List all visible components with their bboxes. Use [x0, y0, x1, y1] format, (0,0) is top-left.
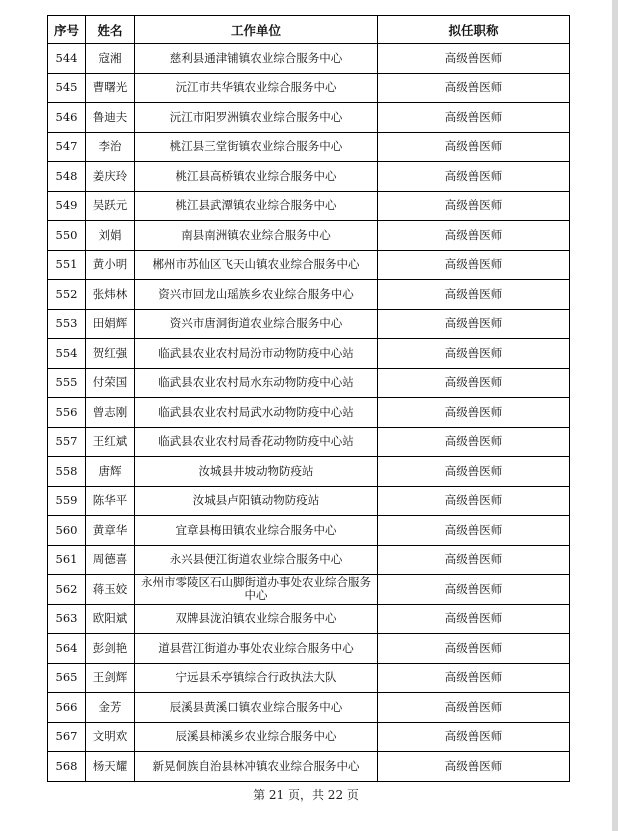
table-row: [48, 44, 570, 74]
cell-name: 曹曙光: [86, 73, 135, 103]
cell-proposed-title: 高级兽医师: [378, 663, 570, 693]
cell-serial: 544: [48, 44, 86, 74]
cell-serial: 545: [48, 73, 86, 103]
table-header-row: [48, 16, 570, 44]
cell-serial: 550: [48, 221, 86, 251]
cell-proposed-title: 高级兽医师: [378, 457, 570, 487]
cell-name: 寇湘: [86, 44, 135, 74]
cell-work-unit: 新晃侗族自治县林冲镇农业综合服务中心: [135, 752, 378, 782]
cell-proposed-title: 高级兽医师: [378, 516, 570, 546]
cell-work-unit: 双牌县泷泊镇农业综合服务中心: [135, 604, 378, 634]
roster-table: [47, 15, 570, 782]
cell-work-unit: 永州市零陵区石山脚街道办事处农业综合服务中心: [135, 575, 378, 605]
cell-serial: 552: [48, 280, 86, 310]
page-number-footer: 第 21 页，共 22 页: [253, 788, 359, 802]
cell-serial: 553: [48, 309, 86, 339]
cell-proposed-title: 高级兽医师: [378, 368, 570, 398]
table-row: [48, 309, 570, 339]
cell-work-unit: 辰溪县柿溪乡农业综合服务中心: [135, 722, 378, 752]
cell-serial: 548: [48, 162, 86, 192]
cell-proposed-title: 高级兽医师: [378, 427, 570, 457]
cell-proposed-title: 高级兽医师: [378, 162, 570, 192]
cell-proposed-title: 高级兽医师: [378, 280, 570, 310]
cell-serial: 551: [48, 250, 86, 280]
cell-name: 姜庆玲: [86, 162, 135, 192]
cell-name: 周德喜: [86, 545, 135, 575]
cell-serial: 565: [48, 663, 86, 693]
viewer-edge: [612, 0, 618, 831]
cell-work-unit: 临武县农业农村局武水动物防疫中心站: [135, 398, 378, 428]
cell-proposed-title: 高级兽医师: [378, 250, 570, 280]
table-row: [48, 427, 570, 457]
cell-serial: 566: [48, 693, 86, 723]
cell-name: 杨天耀: [86, 752, 135, 782]
cell-work-unit: 桃江县三堂街镇农业综合服务中心: [135, 132, 378, 162]
table-row: [48, 545, 570, 575]
table-row: [48, 722, 570, 752]
cell-name: 唐辉: [86, 457, 135, 487]
cell-work-unit: 临武县农业农村局汾市动物防疫中心站: [135, 339, 378, 369]
table-row: [48, 634, 570, 664]
cell-name: 王红斌: [86, 427, 135, 457]
cell-work-unit: 资兴市唐洞街道农业综合服务中心: [135, 309, 378, 339]
cell-serial: 568: [48, 752, 86, 782]
cell-proposed-title: 高级兽医师: [378, 73, 570, 103]
cell-proposed-title: 高级兽医师: [378, 103, 570, 133]
table-row: [48, 516, 570, 546]
cell-name: 付荣国: [86, 368, 135, 398]
cell-name: 张炜林: [86, 280, 135, 310]
cell-name: 陈华平: [86, 486, 135, 516]
cell-serial: 546: [48, 103, 86, 133]
cell-serial: 560: [48, 516, 86, 546]
table-row: [48, 604, 570, 634]
cell-name: 李治: [86, 132, 135, 162]
cell-serial: 561: [48, 545, 86, 575]
cell-work-unit: 沅江市阳罗洲镇农业综合服务中心: [135, 103, 378, 133]
table-body: [48, 44, 570, 782]
header-name: 姓名: [86, 16, 135, 44]
table-row: [48, 486, 570, 516]
cell-serial: 558: [48, 457, 86, 487]
cell-proposed-title: 高级兽医师: [378, 132, 570, 162]
cell-serial: 555: [48, 368, 86, 398]
cell-work-unit: 道县营江街道办事处农业综合服务中心: [135, 634, 378, 664]
cell-serial: 556: [48, 398, 86, 428]
cell-proposed-title: 高级兽医师: [378, 309, 570, 339]
cell-work-unit: 沅江市共华镇农业综合服务中心: [135, 73, 378, 103]
cell-work-unit: 辰溪县黄溪口镇农业综合服务中心: [135, 693, 378, 723]
cell-work-unit: 临武县农业农村局水东动物防疫中心站: [135, 368, 378, 398]
cell-work-unit: 宁远县禾亭镇综合行政执法大队: [135, 663, 378, 693]
table-row: [48, 280, 570, 310]
cell-name: 王剑辉: [86, 663, 135, 693]
table-row: [48, 398, 570, 428]
cell-proposed-title: 高级兽医师: [378, 191, 570, 221]
cell-work-unit: 郴州市苏仙区飞天山镇农业综合服务中心: [135, 250, 378, 280]
cell-proposed-title: 高级兽医师: [378, 398, 570, 428]
table-row: [48, 368, 570, 398]
cell-work-unit: 南县南洲镇农业综合服务中心: [135, 221, 378, 251]
table-row: [48, 73, 570, 103]
cell-work-unit: 临武县农业农村局香花动物防疫中心站: [135, 427, 378, 457]
cell-name: 黄小明: [86, 250, 135, 280]
cell-name: 金芳: [86, 693, 135, 723]
cell-work-unit: 宜章县梅田镇农业综合服务中心: [135, 516, 378, 546]
cell-name: 曾志刚: [86, 398, 135, 428]
cell-proposed-title: 高级兽医师: [378, 693, 570, 723]
cell-name: 贺红强: [86, 339, 135, 369]
cell-proposed-title: 高级兽医师: [378, 722, 570, 752]
cell-work-unit: 永兴县便江街道农业综合服务中心: [135, 545, 378, 575]
table-row: [48, 250, 570, 280]
cell-serial: 557: [48, 427, 86, 457]
table-row: [48, 752, 570, 782]
cell-proposed-title: 高级兽医师: [378, 339, 570, 369]
cell-serial: 567: [48, 722, 86, 752]
header-work-unit: 工作单位: [135, 16, 378, 44]
cell-name: 田娟辉: [86, 309, 135, 339]
cell-work-unit: 资兴市回龙山瑶族乡农业综合服务中心: [135, 280, 378, 310]
table-row: [48, 457, 570, 487]
cell-proposed-title: 高级兽医师: [378, 221, 570, 251]
cell-name: 鲁迪夫: [86, 103, 135, 133]
cell-work-unit: 慈利县通津铺镇农业综合服务中心: [135, 44, 378, 74]
cell-proposed-title: 高级兽医师: [378, 545, 570, 575]
cell-work-unit: 桃江县武潭镇农业综合服务中心: [135, 191, 378, 221]
cell-serial: 554: [48, 339, 86, 369]
cell-serial: 564: [48, 634, 86, 664]
cell-serial: 563: [48, 604, 86, 634]
cell-proposed-title: 高级兽医师: [378, 604, 570, 634]
table-row: [48, 132, 570, 162]
cell-proposed-title: 高级兽医师: [378, 634, 570, 664]
cell-proposed-title: 高级兽医师: [378, 575, 570, 605]
cell-name: 文明欢: [86, 722, 135, 752]
table-row: [48, 575, 570, 605]
cell-work-unit: 汝城县井坡动物防疫站: [135, 457, 378, 487]
cell-name: 吴跃元: [86, 191, 135, 221]
cell-proposed-title: 高级兽医师: [378, 486, 570, 516]
cell-name: 蒋玉姣: [86, 575, 135, 605]
table-row: [48, 663, 570, 693]
cell-work-unit: 汝城县卢阳镇动物防疫站: [135, 486, 378, 516]
cell-work-unit: 桃江县高桥镇农业综合服务中心: [135, 162, 378, 192]
table-row: [48, 162, 570, 192]
header-proposed-title: 拟任职称: [378, 16, 570, 44]
cell-serial: 559: [48, 486, 86, 516]
table-row: [48, 339, 570, 369]
cell-serial: 549: [48, 191, 86, 221]
table-row: [48, 221, 570, 251]
table-row: [48, 191, 570, 221]
cell-proposed-title: 高级兽医师: [378, 44, 570, 74]
cell-proposed-title: 高级兽医师: [378, 752, 570, 782]
cell-name: 黄章华: [86, 516, 135, 546]
cell-name: 欧阳斌: [86, 604, 135, 634]
table-row: [48, 103, 570, 133]
cell-name: 刘娟: [86, 221, 135, 251]
header-serial: 序号: [48, 16, 86, 44]
cell-serial: 547: [48, 132, 86, 162]
cell-name: 彭剑艳: [86, 634, 135, 664]
cell-serial: 562: [48, 575, 86, 605]
table-row: [48, 693, 570, 723]
